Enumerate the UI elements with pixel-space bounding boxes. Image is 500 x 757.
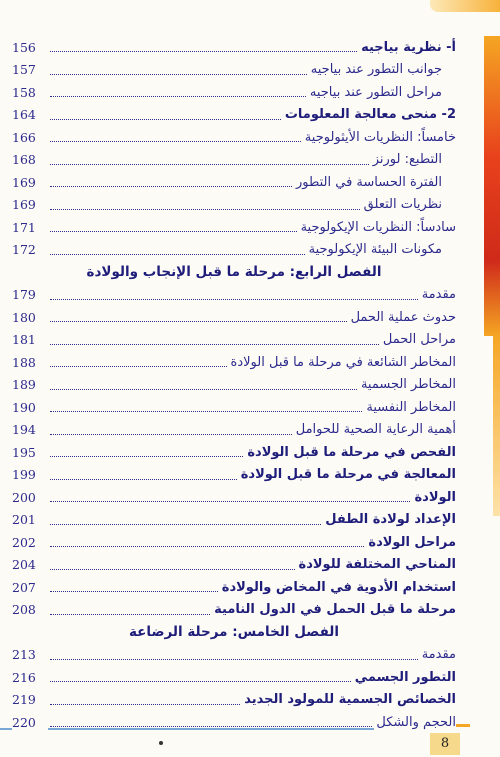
toc-entry-title: الفحص في مرحلة ما قبل الولادة — [247, 444, 456, 460]
toc-entry-page: 220 — [12, 715, 48, 730]
toc-entry-title: المناحي المختلفة للولادة — [298, 557, 456, 573]
toc-entry[interactable] — [12, 239, 456, 262]
toc-entry-title: المخاطر النفسية — [366, 399, 456, 415]
toc-entry-title: مراحل التطور عند بياجيه — [308, 85, 456, 100]
toc-entry[interactable] — [12, 576, 456, 599]
dot-leader — [50, 523, 321, 525]
dot-leader — [50, 95, 306, 97]
dot-leader — [50, 320, 347, 322]
toc-entry[interactable] — [12, 644, 456, 667]
page-number: 8 — [430, 733, 460, 755]
dot-leader — [50, 568, 295, 570]
toc-entry[interactable] — [12, 419, 456, 442]
toc-entry-page: 213 — [12, 647, 48, 662]
toc-entry-page: 195 — [12, 445, 48, 460]
toc-entry-title: مرحلة ما قبل الحمل في الدول النامية — [214, 602, 456, 618]
toc-entry-title: 2- منحى معالجة المعلومات — [284, 107, 456, 123]
toc-entry-page: 202 — [12, 535, 48, 550]
toc-entry-title: استخدام الأدوية في المخاض والولادة — [221, 579, 456, 595]
toc-entry-page: 199 — [12, 467, 48, 482]
toc-entry-title: مقدمة — [421, 647, 456, 663]
toc-entry[interactable] — [12, 689, 456, 712]
toc-entry-title: حدوث عملية الحمل — [350, 309, 456, 325]
toc-entry-page: 158 — [12, 85, 48, 100]
toc-entry[interactable] — [12, 216, 456, 239]
toc-entry-page: 204 — [12, 557, 48, 572]
dot-leader — [50, 298, 418, 300]
dot-leader — [50, 343, 379, 345]
toc-entry-page: 216 — [12, 670, 48, 685]
toc-entry-title: خامساً: النظريات الأيثولوجية — [304, 129, 456, 145]
toc-entry-page: 168 — [12, 152, 48, 167]
toc-entry-page: 164 — [12, 107, 48, 122]
toc-entry[interactable] — [12, 81, 456, 104]
dot-leader — [50, 253, 305, 255]
toc-entry[interactable] — [12, 306, 456, 329]
toc-entry-title: المخاطر الجسمية — [360, 377, 456, 393]
toc-entry-page: 181 — [12, 332, 48, 347]
dot-leader — [50, 365, 227, 367]
ink-dot — [159, 741, 163, 745]
toc-entry-page: 180 — [12, 310, 48, 325]
toc-entry[interactable] — [12, 284, 456, 307]
toc-entry-page: 190 — [12, 400, 48, 415]
dot-leader — [50, 163, 369, 165]
toc-entry-page: 171 — [12, 220, 48, 235]
toc-entry[interactable] — [12, 374, 456, 397]
toc-entry-page: 172 — [12, 242, 48, 257]
toc-entry[interactable] — [12, 36, 456, 59]
corner-decoration — [430, 0, 500, 12]
toc-entry-title: المعالجة في مرحلة ما قبل الولادة — [240, 467, 456, 483]
dot-leader — [50, 725, 372, 727]
toc-entry[interactable] — [12, 171, 456, 194]
toc-entry-page: 157 — [12, 62, 48, 77]
toc-entry-page: 189 — [12, 377, 48, 392]
dot-leader — [50, 455, 243, 457]
toc-entry-page: 201 — [12, 512, 48, 527]
dot-leader — [50, 410, 362, 412]
toc-entry-title: التطبع: لورنز — [371, 152, 456, 167]
toc-entry-page: 179 — [12, 287, 48, 302]
toc-entry-title: الخصائص الجسمية للمولود الجديد — [244, 692, 456, 708]
toc-entry[interactable] — [12, 531, 456, 554]
toc-entry-title: سادساً: النظريات الإيكولوجية — [300, 219, 456, 235]
toc-entry-title: أ- نظرية بياجيه — [361, 39, 456, 55]
toc-entry-title: مراحل الحمل — [382, 332, 456, 348]
toc-entry-title: مقدمة — [421, 287, 456, 303]
dot-leader — [50, 230, 297, 232]
toc-entry[interactable] — [12, 59, 456, 82]
dot-leader — [50, 118, 281, 120]
toc-entry-page: 207 — [12, 580, 48, 595]
toc-entry-page: 169 — [12, 197, 48, 212]
toc-entry-title: المخاطر الشائعة في مرحلة ما قبل الولادة — [230, 354, 456, 370]
toc-entry-title: الفترة الحساسة في التطور — [294, 175, 456, 190]
toc-entry[interactable] — [12, 599, 456, 622]
toc-entry[interactable] — [12, 396, 456, 419]
toc-entry-page: 166 — [12, 130, 48, 145]
toc-entry-title: نظريات التعلق — [362, 197, 456, 212]
side-color-strip — [484, 36, 500, 336]
dot-leader — [50, 73, 307, 75]
toc-entry[interactable] — [12, 711, 456, 734]
toc-entry[interactable] — [12, 329, 456, 352]
dot-leader — [50, 613, 210, 615]
dot-leader — [50, 500, 410, 502]
toc-entry-title: الولادة — [414, 489, 456, 505]
toc-entry-title: الإعداد لولادة الطفل — [325, 512, 456, 528]
dot-leader — [50, 680, 351, 682]
toc-entry[interactable] — [12, 486, 456, 509]
dot-leader — [50, 388, 357, 390]
toc-entry[interactable] — [12, 441, 456, 464]
dot-leader — [50, 208, 360, 210]
dot-leader — [50, 590, 218, 592]
dot-leader — [50, 433, 292, 435]
dot-leader — [50, 545, 364, 547]
toc-entry-title: مكونات البيئة الإيكولوجية — [307, 242, 456, 257]
toc-entry[interactable] — [12, 464, 456, 487]
chapter-heading: الفصل الرابع: مرحلة ما قبل الإنجاب والولادة — [86, 264, 382, 281]
toc-entry[interactable] — [12, 509, 456, 532]
footer-rule — [0, 728, 430, 730]
dot-leader — [50, 703, 240, 705]
toc-entry-page: 219 — [12, 692, 48, 707]
dot-leader — [50, 140, 301, 142]
toc-entry[interactable] — [12, 666, 456, 689]
toc-entry-page: 169 — [12, 175, 48, 190]
toc-entry[interactable] — [12, 194, 456, 217]
toc-entry[interactable] — [12, 554, 456, 577]
toc-entry-title: جوانب التطور عند بياجيه — [309, 62, 456, 77]
dot-leader — [50, 185, 292, 187]
dot-leader — [50, 50, 357, 52]
toc-entry-page: 156 — [12, 40, 48, 55]
toc-entry-page: 200 — [12, 490, 48, 505]
toc-entry-title: الحجم والشكل — [376, 714, 456, 730]
toc-entry[interactable] — [12, 351, 456, 374]
toc-entry-title: التطور الجسمي — [354, 669, 456, 685]
table-of-contents — [12, 36, 456, 734]
toc-entry-page: 208 — [12, 602, 48, 617]
toc-entry-title: مراحل الولادة — [368, 534, 456, 550]
dot-leader — [50, 478, 237, 480]
toc-entry[interactable] — [12, 126, 456, 149]
dot-leader — [50, 658, 418, 660]
side-color-strip-lower — [493, 336, 500, 516]
chapter-heading: الفصل الخامس: مرحلة الرضاعة — [129, 624, 340, 641]
toc-entry[interactable] — [12, 104, 456, 127]
toc-entry[interactable] — [12, 149, 456, 172]
toc-entry-title: أهمية الرعاية الصحية للحوامل — [295, 422, 456, 438]
toc-entry-page: 188 — [12, 355, 48, 370]
toc-entry-page: 194 — [12, 422, 48, 437]
